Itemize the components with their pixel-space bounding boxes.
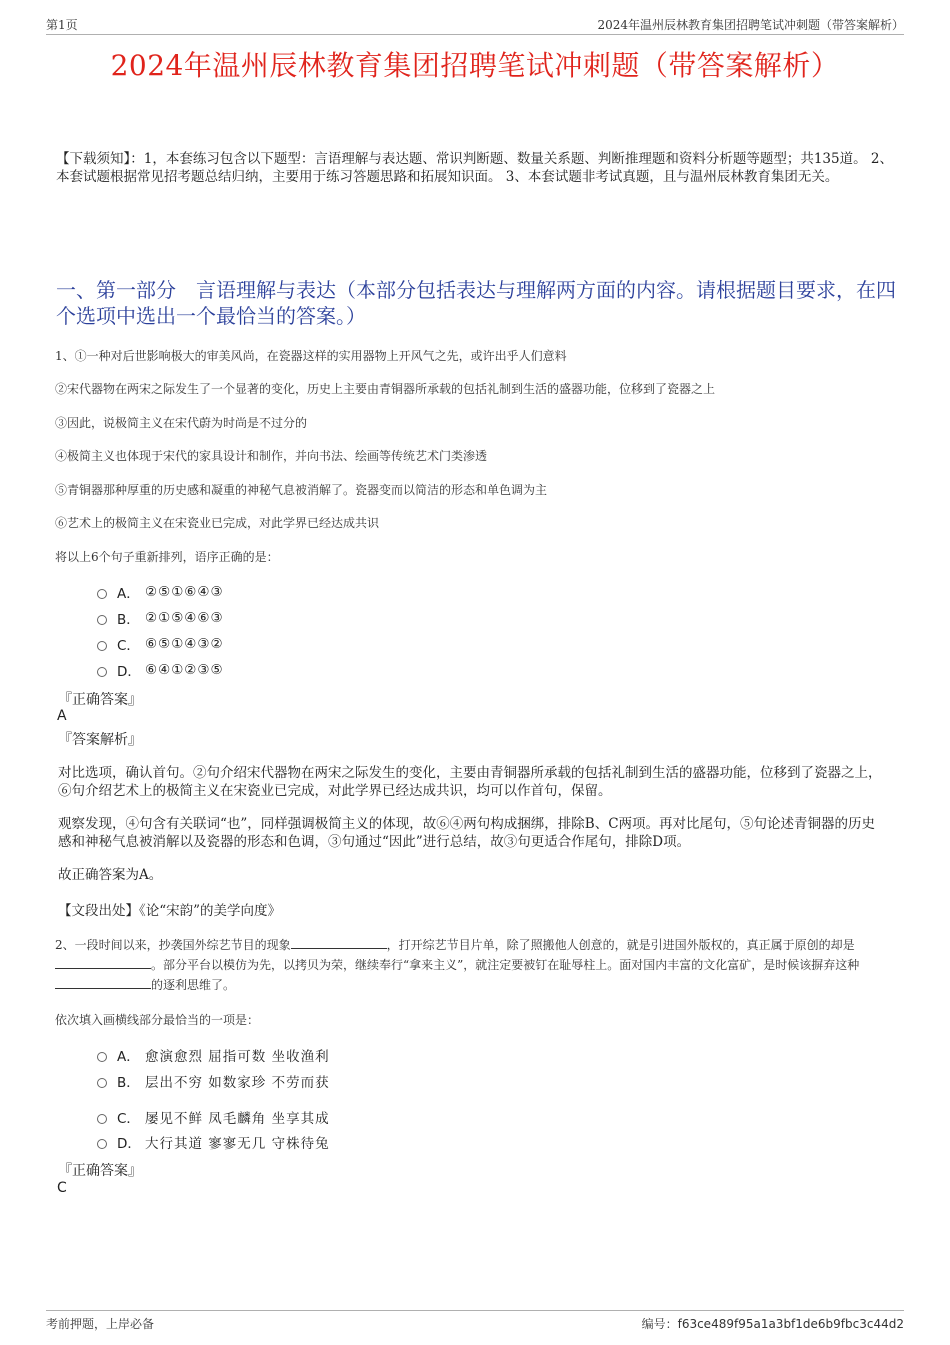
q1-sentence-2: ②宋代器物在两宋之际发生了一个显著的变化，历史上主要由青铜器所承载的包括礼制到生活的盛器功能，位移到了瓷器之上 xyxy=(55,382,716,396)
q1-sentence-4: ④极简主义也体现于宋代的家具设计和制作，并向书法、绘画等传统艺术门类渗透 xyxy=(55,449,488,463)
q1-option-d[interactable]: D． ⑥④①②③⑤ xyxy=(97,660,224,680)
radio-button-icon[interactable] xyxy=(97,641,107,651)
q1-sentence-3: ③因此，说极简主义在宋代蔚为时尚是不过分的 xyxy=(55,416,308,430)
q2-text: 2、一段时间以来，抄袭国外综艺节目的现象 ，打开综艺节目片单，除了照搬他人创意的，就是引进国外版权的，真正属于原创的却是。部分平台以模仿为先，以拷贝为荣，继续奉行“拿来主义”，就注定要被钉在耻辱柱上。面对国内丰富的文化富矿，是时候该摒弃这种的逐利思维了。 xyxy=(55,938,860,992)
q2-answer: C xyxy=(57,1180,67,1196)
header-doc-name: 2024年温州辰林教育集团招聘笔试冲刺题（带答案解析） xyxy=(597,18,904,32)
radio-button-icon[interactable] xyxy=(97,589,107,599)
page-footer xyxy=(46,1310,904,1332)
q1-analysis-para-3: 故正确答案为A。 xyxy=(58,867,163,883)
page-number: 第1页 xyxy=(46,18,78,32)
document-code: 编号：f63ce489f95a1a3bf1de6b9fbc3c44d2 xyxy=(641,1317,904,1331)
document-title: 2024年温州辰林教育集团招聘笔试冲刺题（带答案解析） xyxy=(110,49,840,82)
q1-source: 【文段出处】《论“宋韵”的美学向度》 xyxy=(58,903,282,919)
q1-analysis-label: 『答案解析』 xyxy=(58,732,142,748)
q2-answer-label: 『正确答案』 xyxy=(58,1163,142,1179)
q1-sentence-6: ⑥艺术上的极简主义在宋瓷业已完成，对此学界已经达成共识 xyxy=(55,516,380,530)
radio-button-icon[interactable] xyxy=(97,1078,107,1088)
radio-button-icon[interactable] xyxy=(97,615,107,625)
q2-prompt: 依次填入画横线部分最恰当的一项是： xyxy=(55,1013,260,1027)
q1-option-a[interactable]: A． ②⑤①⑥④③ xyxy=(97,582,224,602)
page-header xyxy=(46,14,904,35)
radio-button-icon[interactable] xyxy=(97,1114,107,1124)
download-notice: 【下载须知】：1，本套练习包含以下题型：言语理解与表达题、常识判断题、数量关系题、判断推理题和资料分析题等题型；共135道。 2、本套试题根据常见招考题总结归纳，主要用于练习答题思路和拓展知识面。 3、本套试题非考试真题，且与温州辰林教育集团无关。 xyxy=(56,151,893,185)
q1-sentence-5: ⑤青铜器那种厚重的历史感和凝重的神秘气息被消解了。瓷器变而以简洁的形态和单色调为主 xyxy=(55,483,548,497)
q1-answer: A xyxy=(57,708,67,724)
section-heading: 一、第一部分 言语理解与表达（本部分包括表达与理解两方面的内容。请根据题目要求，在四个选项中选出一个最恰当的答案。） xyxy=(56,278,896,328)
fill-blank-3 xyxy=(55,976,151,989)
fill-blank-1 xyxy=(291,936,387,949)
footer-slogan: 考前押题，上岸必备 xyxy=(46,1317,155,1331)
q1-prompt: 将以上6个句子重新排列，语序正确的是： xyxy=(55,550,279,564)
q2-option-a[interactable]: A． 愈演愈烈 屈指可数 坐收渔利 xyxy=(97,1045,330,1065)
fill-blank-2 xyxy=(55,956,151,969)
q1-sentence-1: 1、①一种对后世影响极大的审美风尚，在瓷器这样的实用器物上开风气之先，或许出乎人们意料 xyxy=(55,349,567,363)
radio-button-icon[interactable] xyxy=(97,1052,107,1062)
q2-option-d[interactable]: D． 大行其道 寥寥无几 守株待兔 xyxy=(97,1132,330,1152)
q1-analysis-para-2: 观察发现，④句含有关联词“也”，同样强调极简主义的体现，故⑥④两句构成捆绑，排除B、C两项。再对比尾句，⑤句论述青铜器的历史感和神秘气息被消解以及瓷器的形态和色调，③句通过“因此”进行总结，故③句更适合作尾句，排除D项。 xyxy=(58,816,876,850)
q1-answer-label: 『正确答案』 xyxy=(58,692,142,708)
radio-button-icon[interactable] xyxy=(97,1139,107,1149)
q2-option-b[interactable]: B． 层出不穷 如数家珍 不劳而获 xyxy=(97,1071,330,1091)
q1-analysis-para-1: 对比选项，确认首句。②句介绍宋代器物在两宋之际发生的变化，主要由青铜器所承载的包括礼制到生活的盛器功能，位移到了瓷器之上，⑥句介绍艺术上的极简主义在宋瓷业已完成，对此学界已经达成共识，均可以作首句，保留。 xyxy=(58,765,882,799)
q2-option-c[interactable]: C． 屡见不鲜 凤毛麟角 坐享其成 xyxy=(97,1107,330,1127)
radio-button-icon[interactable] xyxy=(97,667,107,677)
q1-option-b[interactable]: B． ②①⑤④⑥③ xyxy=(97,608,224,628)
q1-option-c[interactable]: C． ⑥⑤①④③② xyxy=(97,634,224,654)
